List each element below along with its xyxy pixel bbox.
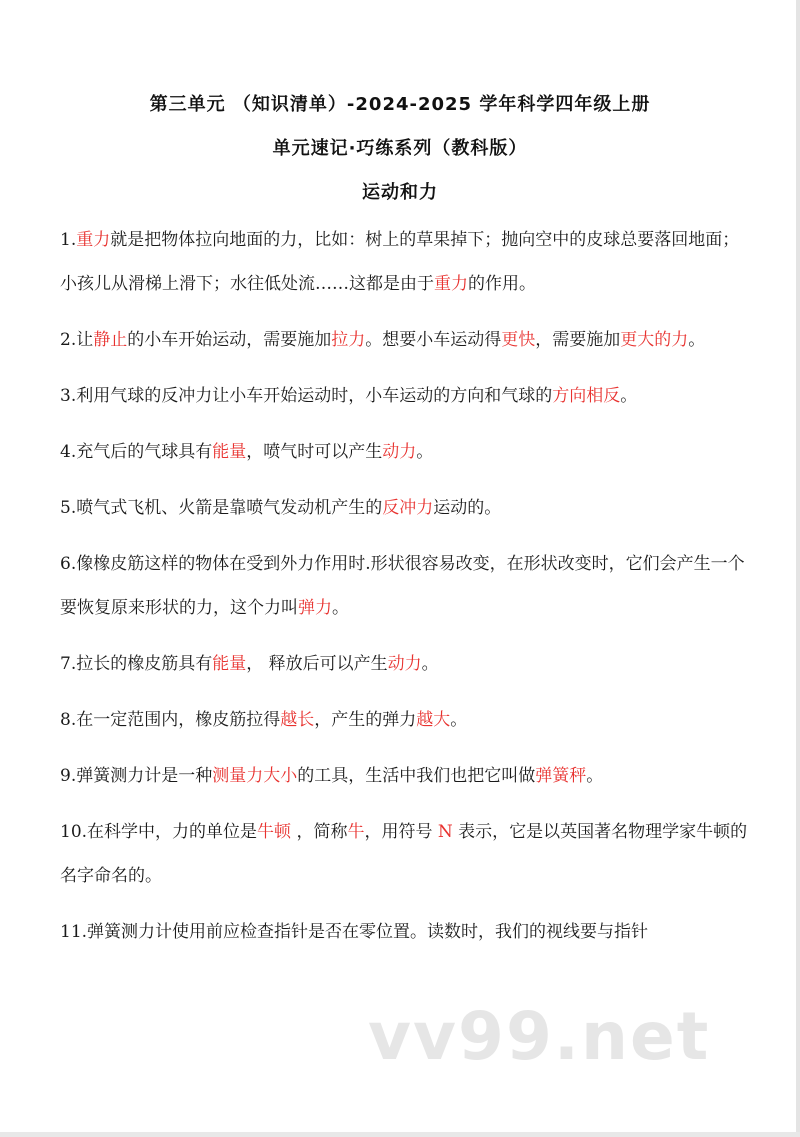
- item-text: 在一定范围内，橡皮筋拉得: [76, 710, 281, 730]
- page-edge-bottom: [0, 1132, 800, 1137]
- highlight-term: 更大的力: [620, 330, 689, 350]
- highlight-term: 越大: [416, 710, 451, 730]
- highlight-term: 动力: [387, 654, 422, 674]
- highlight-term: 测量力大小: [212, 766, 298, 786]
- item-text: 弹簧测力计是一种: [76, 766, 213, 786]
- list-item: [60, 542, 750, 630]
- list-item: [60, 698, 750, 742]
- watermark: vv99.net: [368, 998, 711, 1075]
- item-number: 8.: [60, 710, 77, 730]
- item-text: 表示，它是以英国著名物理学家牛顿的名字命名的。: [60, 822, 748, 886]
- highlight-term: 能量: [212, 442, 247, 462]
- item-text: 的作用。: [468, 274, 536, 294]
- item-text: 。: [586, 766, 604, 786]
- item-number: 6.: [60, 554, 77, 574]
- item-text: 充气后的气球具有: [76, 442, 213, 462]
- list-item: [60, 910, 750, 954]
- item-text: 的工具，生活中我们也把它叫做: [297, 766, 536, 786]
- highlight-term: 牛顿: [257, 822, 292, 842]
- item-text: 在科学中，力的单位是: [87, 822, 258, 842]
- item-number: 9.: [60, 766, 77, 786]
- item-text: 就是把物体拉向地面的力，比如：树上的草果掉下；抛向空中的皮球总要落回地面；小孩儿从滑梯上滑下；水往低处流……这都是由于: [60, 230, 740, 294]
- item-text: 运动的。: [433, 498, 502, 518]
- item-number: 4.: [60, 442, 77, 462]
- item-text: ，简称: [291, 822, 348, 842]
- item-text: ， 释放后可以产生: [246, 654, 388, 674]
- item-text: 。: [416, 442, 434, 462]
- highlight-term: 越长: [280, 710, 315, 730]
- item-number: 1.: [60, 230, 77, 250]
- item-text: ，产生的弹力: [314, 710, 417, 730]
- list-item: [60, 810, 750, 898]
- item-text: 的小车开始运动，需要施加: [127, 330, 332, 350]
- highlight-term: 更快: [501, 330, 536, 350]
- section-heading: 运动和力: [362, 182, 438, 203]
- item-number: 3.: [60, 386, 77, 406]
- item-text: 。: [450, 710, 468, 730]
- list-item: [60, 486, 750, 530]
- list-item: [60, 642, 750, 686]
- highlight-term: N: [437, 822, 453, 842]
- knowledge-list: [60, 218, 750, 966]
- item-text: ，喷气时可以产生: [246, 442, 383, 462]
- highlight-term: 弹簧秤: [535, 766, 587, 786]
- highlight-term: 重力: [434, 274, 468, 294]
- highlight-term: 拉力: [331, 330, 366, 350]
- item-number: 11.: [60, 922, 88, 942]
- item-text: 让: [76, 330, 94, 350]
- highlight-term: 弹力: [298, 598, 332, 618]
- item-number: 5.: [60, 498, 77, 518]
- highlight-term: 静止: [93, 330, 128, 350]
- item-text: 。: [620, 386, 638, 406]
- document-title: 第三单元 （知识清单）-2024-2025 学年科学四年级上册: [149, 94, 651, 115]
- item-text: 像橡皮筋这样的物体在受到外力作用时.形状很容易改变，在形状改变时，它们会产生一个要恢复原来形状的力，这个力叫: [60, 554, 745, 618]
- item-number: 7.: [60, 654, 77, 674]
- item-text: 。: [332, 598, 349, 618]
- list-item: [60, 318, 750, 362]
- item-text: 。: [688, 330, 706, 350]
- item-text: 拉长的橡皮筋具有: [76, 654, 213, 674]
- item-text: 利用气球的反冲力让小车开始运动时，小车运动的方向和气球的: [76, 386, 553, 406]
- item-text: 。: [421, 654, 439, 674]
- document-subtitle: 单元速记·巧练系列（教科版）: [272, 138, 528, 159]
- item-text: ，需要施加: [535, 330, 621, 350]
- list-item: [60, 374, 750, 418]
- item-text: ，用符号: [364, 822, 438, 842]
- page-edge-right: [796, 0, 800, 1137]
- list-item: [60, 430, 750, 474]
- highlight-term: 牛: [347, 822, 365, 842]
- item-number: 2.: [60, 330, 77, 350]
- highlight-term: 能量: [212, 654, 247, 674]
- item-number: 10.: [60, 822, 88, 842]
- highlight-term: 方向相反: [552, 386, 621, 406]
- item-text: 喷气式飞机、火箭是靠喷气发动机产生的: [76, 498, 383, 518]
- highlight-term: 重力: [76, 230, 111, 250]
- list-item: [60, 218, 750, 306]
- highlight-term: 反冲力: [382, 498, 434, 518]
- list-item: [60, 754, 750, 798]
- item-text: 。想要小车运动得: [365, 330, 502, 350]
- item-text: 弹簧测力计使用前应检查指针是否在零位置。读数时，我们的视线要与指针: [87, 922, 649, 942]
- highlight-term: 动力: [382, 442, 417, 462]
